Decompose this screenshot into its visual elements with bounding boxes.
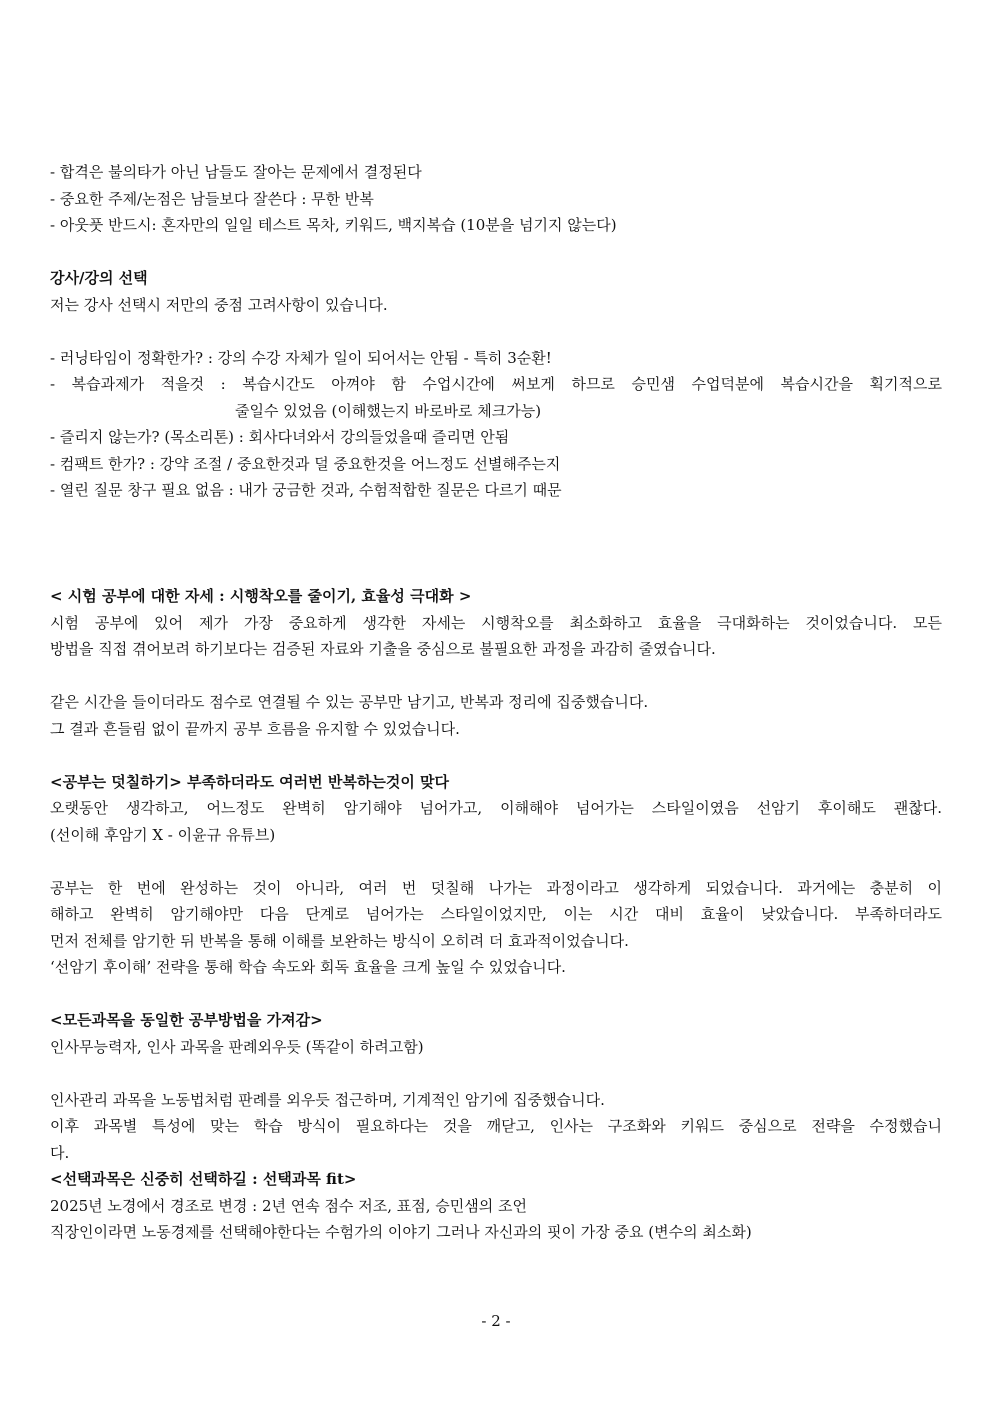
paragraph-line: 방법을 직접 겪어보려 하기보다는 검증된 자료와 기출을 중심으로 불필요한 과정을 과감히 줄였습니다. [50,640,716,658]
paragraph-line: 2025년 노경에서 경조로 변경 : 2년 연속 점수 저조, 표점, 승민샘의 조언 [50,1196,528,1215]
list-item: - 러닝타임이 정확한가? : 강의 수강 자체가 일이 되어서는 안됨 - 특히 3순환! [50,348,552,367]
paragraph-line: ‘선암기 후이해’ 전략을 통해 학습 속도와 회독 효율을 크게 높일 수 있었습니다. [50,958,566,976]
paragraph-line: 다. [50,1143,70,1162]
same-method-section [50,1007,942,1166]
paragraph-line: 오랫동안 생각하고, 어느정도 완벽히 암기해야 넘어가고, 이해해야 넘어가는 스타일이였음 선암기 후이해도 괜찮다. [50,799,942,817]
paragraph-line: 이후 과목별 특성에 맞는 학습 방식이 필요하다는 것을 깨닫고, 인사는 구조화와 키워드 중심으로 전략을 수정했습니 [50,1117,942,1135]
attitude-section [50,583,942,742]
list-item: - 복습과제가 적을것 : 복습시간도 아껴야 함 수업시간에 써보게 하므로 승민샘 수업덕분에 복습시간을 획기적으로 [50,375,942,393]
list-item: - 즐리지 않는가? (목소리톤) : 회사다녀와서 강의들었을때 즐리면 안됨 [50,428,510,446]
paragraph-line: 그 결과 흔들림 없이 끝까지 공부 흐름을 유지할 수 있었습니다. [50,719,460,738]
paragraph-line: 인사관리 과목을 노동법처럼 판례를 외우듯 접근하며, 기계적인 암기에 집중했습니다. [50,1090,605,1109]
paragraph-line: 해하고 완벽히 암기해야만 다음 단계로 넘어가는 스타일이었지만, 이는 시간 대비 효율이 낮았습니다. 부족하더라도 [50,905,942,923]
paragraph-line: 먼저 전체를 암기한 뒤 반복을 통해 이해를 보완하는 방식이 오히려 더 효과적이었습니다. [50,931,629,950]
spacer [50,848,942,875]
spacer [50,742,942,769]
page-number: - 2 - [481,1312,511,1330]
paragraph-line: 저는 강사 선택시 저만의 중점 고려사항이 있습니다. [50,295,388,314]
paragraph-line: 공부는 한 번에 완성하는 것이 아니라, 여러 번 덧칠해 나가는 과정이라고 생각하게 되었습니다. 과거에는 충분히 이 [50,878,942,897]
section-heading: < 시험 공부에 대한 자세 : 시행착오를 줄이기, 효율성 극대화 > [50,587,472,605]
list-item: - 열린 질문 창구 필요 없음 : 내가 궁금한 것과, 수험적합한 질문은 다르기 때문 [50,481,562,499]
list-item: - 아웃풋 반드시: 혼자만의 일일 테스트 목차, 키워드, 백지복습 (10분을 넘기지 않는다) [50,216,617,234]
top-bullet-list [50,159,942,239]
elective-section [50,1166,942,1246]
instructor-section [50,265,942,504]
document-body [50,159,942,1246]
list-item: - 합격은 불의타가 아닌 남들도 잘아는 문제에서 결정된다 [50,163,422,181]
list-item: - 컴팩트 한가? : 강약 조절 / 중요한것과 덜 중요한것을 어느정도 선별해주는지 [50,454,561,473]
paragraph-line: 직장인이라면 노동경제를 선택해야한다는 수험가의 이야기 그러나 자신과의 핏이 가장 중요 (변수의 최소화) [50,1223,752,1241]
section-heading: <선택과목은 신중히 선택하길 : 선택과목 fit> [50,1170,357,1188]
paragraph-line: (선이해 후암기 X - 이윤규 유튜브) [50,825,276,844]
spacer [50,981,942,1008]
spacer [50,557,942,584]
section-heading: <공부는 덧칠하기> 부족하더라도 여러번 반복하는것이 맞다 [50,772,450,791]
list-item-continuation: 줄일수 있었음 (이해했는지 바로바로 체크가능) [235,401,542,420]
spacer [50,663,942,690]
section-heading: <모든과목을 동일한 공부방법을 가져감> [50,1011,323,1029]
spacer [50,1060,942,1087]
spacer [50,318,942,345]
section-heading: 강사/강의 선택 [50,269,148,287]
paragraph-line: 시험 공부에 있어 제가 가장 중요하게 생각한 자세는 시행착오를 최소화하고 효율을 극대화하는 것이었습니다. 모든 [50,613,942,632]
list-item: - 중요한 주제/논점은 남들보다 잘쓴다 : 무한 반복 [50,189,374,208]
paragraph-line: 같은 시간을 들이더라도 점수로 연결될 수 있는 공부만 남기고, 반복과 정리에 집중했습니다. [50,693,649,711]
spacer [50,239,942,266]
overlay-section [50,769,942,981]
paragraph-line: 인사무능력자, 인사 과목을 판례외우듯 (똑같이 하려고함) [50,1037,424,1056]
spacer [50,504,942,557]
